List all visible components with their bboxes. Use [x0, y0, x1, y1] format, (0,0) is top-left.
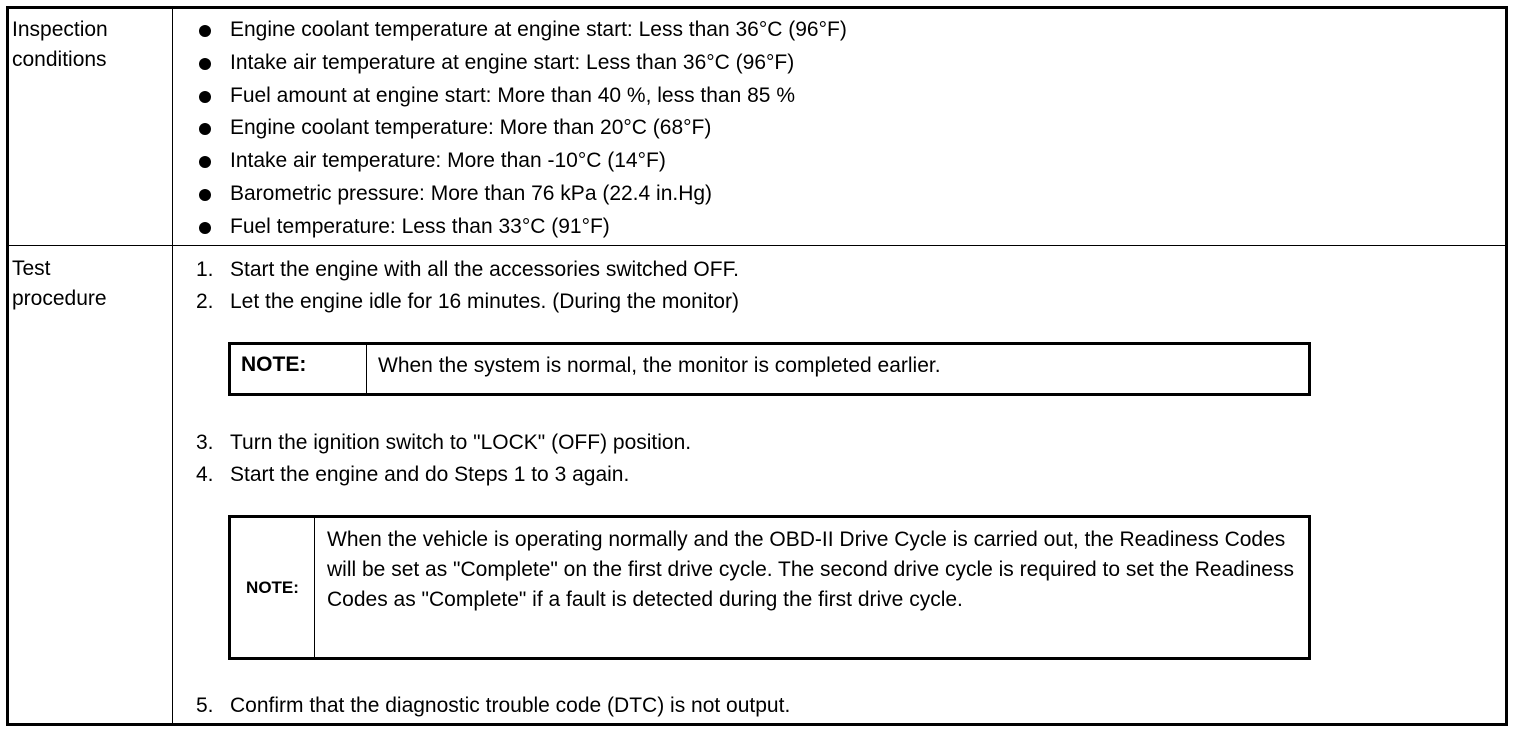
bullet-icon	[199, 123, 211, 135]
procedure-step-4: 4. Start the engine and do Steps 1 to 3 again.	[196, 463, 630, 486]
bullet-icon	[199, 156, 211, 168]
row-label-inspection-conditions: Inspection conditions	[12, 18, 108, 71]
procedure-step-1: 1. Start the engine with all the accessories switched OFF.	[196, 258, 739, 281]
note-label: NOTE:	[231, 345, 367, 393]
bullet-icon	[199, 222, 211, 234]
condition-item: Barometric pressure: More than 76 kPa (22.4 in.Hg)	[194, 178, 847, 211]
procedure-step-3: 3. Turn the ignition switch to "LOCK" (OFF) position.	[196, 431, 692, 454]
bullet-icon	[199, 91, 211, 103]
procedure-step-5: 5. Confirm that the diagnostic trouble code (DTC) is not output.	[196, 694, 791, 717]
condition-item: Intake air temperature at engine start: Less than 36°C (96°F)	[194, 47, 847, 80]
note-text: When the vehicle is operating normally and the OBD-II Drive Cycle is carried out, the Readiness Codes will be set as "Complete" on the first drive cycle. The second drive cycle is required to set the Readiness Codes as "Complete" if a fault is detected during the first drive cycle.	[327, 528, 1294, 611]
inspection-conditions-list	[194, 14, 847, 244]
bullet-icon	[199, 189, 211, 201]
column-divider	[172, 9, 173, 723]
condition-item: Engine coolant temperature at engine start: Less than 36°C (96°F)	[194, 14, 847, 47]
inspection-table	[6, 6, 1508, 726]
condition-item: Fuel amount at engine start: More than 40 %, less than 85 %	[194, 80, 847, 113]
note-label: NOTE:	[231, 518, 315, 657]
bullet-icon	[199, 58, 211, 70]
condition-item: Fuel temperature: Less than 33°C (91°F)	[194, 211, 847, 244]
note-text: When the system is normal, the monitor is completed earlier.	[378, 354, 941, 377]
row-divider	[9, 245, 1505, 246]
condition-item: Engine coolant temperature: More than 20°C (68°F)	[194, 112, 847, 145]
row-label-test-procedure: Test procedure	[12, 257, 107, 310]
note-box	[228, 515, 1311, 660]
bullet-icon	[199, 25, 211, 37]
condition-item: Intake air temperature: More than -10°C (14°F)	[194, 145, 847, 178]
procedure-step-2: 2. Let the engine idle for 16 minutes. (During the monitor)	[196, 290, 739, 313]
note-box	[228, 342, 1311, 396]
